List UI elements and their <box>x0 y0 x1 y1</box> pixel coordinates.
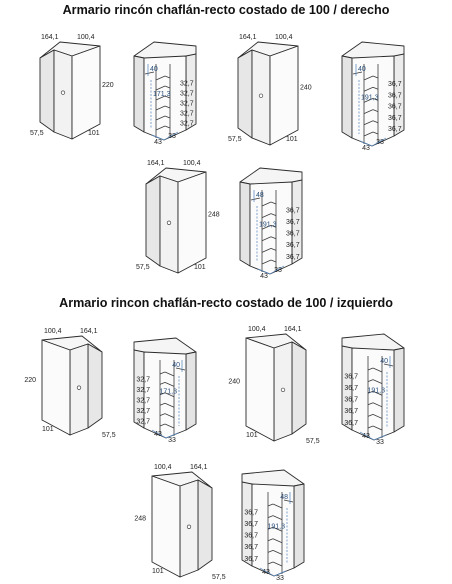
side-panel <box>292 342 306 434</box>
depth-label: 57,5 <box>212 574 226 581</box>
shelf-spacing-label: 36,7 <box>388 103 402 111</box>
door-width-label: 164,1 <box>190 464 208 471</box>
door-knob <box>281 388 285 392</box>
shelf-spacing-label: 36,7 <box>388 81 402 89</box>
interior-side <box>240 182 250 266</box>
closed-wardrobe-derecho-248 <box>136 160 220 273</box>
closed-wardrobe-izquierdo-248 <box>134 464 225 581</box>
depth-label: 57,5 <box>306 438 320 445</box>
title-izquierdo: Armario rincon chaflán-recto costado de 100 / izquierdo <box>59 296 393 310</box>
door-width-label: 100,4 <box>154 464 172 471</box>
door-width-label: 100,4 <box>183 160 201 167</box>
shelf-spacing-label: 36,7 <box>388 125 402 133</box>
door-knob <box>77 386 81 390</box>
closed-wardrobe-derecho-240 <box>228 34 312 145</box>
depth-label: 57,5 <box>102 432 116 439</box>
interior-height-label: 171,3 <box>153 91 171 99</box>
closed-wardrobe-derecho-220 <box>30 34 114 139</box>
side-panel <box>198 480 212 570</box>
interior-view-derecho-248 <box>240 168 302 280</box>
shelf-spacing-label: 32,7 <box>136 407 150 415</box>
shelf-spacing-label: 32,7 <box>180 90 194 98</box>
front-door <box>152 476 180 577</box>
shelf-spacing-label: 36,7 <box>286 253 300 261</box>
shelf-spacing-label: 36,7 <box>388 92 402 100</box>
closed-wardrobe-izquierdo-220 <box>24 328 115 439</box>
interior-side <box>134 56 144 132</box>
side-panel <box>88 344 102 428</box>
shelf-spacing-label: 36,7 <box>344 384 358 392</box>
top-dimension-label: 40 <box>150 66 158 73</box>
side-panel <box>146 176 160 266</box>
interior-view-izquierdo-248 <box>242 470 304 582</box>
shelf-spacing-label: 36,7 <box>286 242 300 250</box>
depth-label: 101 <box>286 136 298 143</box>
shelf-spacing-label: 36,7 <box>344 396 358 404</box>
height-label: 220 <box>102 81 114 89</box>
shelf-spacing-label: 36,7 <box>344 419 358 427</box>
shelf-spacing-label: 36,7 <box>286 230 300 238</box>
shelf-spacing-label: 32,7 <box>136 418 150 426</box>
top-dimension-label: 48 <box>256 192 264 199</box>
interior-side <box>394 348 404 432</box>
interior-side <box>294 484 304 568</box>
interior-view-izquierdo-220 <box>134 338 196 444</box>
depth-label: 101 <box>152 568 164 575</box>
bottom-depth-label: 33 <box>376 139 384 146</box>
door-knob <box>61 91 65 95</box>
top-dimension-label: 40 <box>380 358 388 365</box>
door-width-label: 100,4 <box>44 328 62 335</box>
bottom-depth-label: 43 <box>362 145 370 152</box>
depth-label: 101 <box>194 264 206 271</box>
depth-label: 57,5 <box>30 130 44 137</box>
shelf-spacing-label: 36,7 <box>244 555 258 563</box>
title-derecho: Armario rincón chaflán-recto costado de 100 / derecho <box>62 3 390 17</box>
shelf-spacing-label: 32,7 <box>136 376 150 384</box>
door-width-label: 100,4 <box>77 34 95 41</box>
interior-height-label: 191,3 <box>361 94 379 102</box>
interior-height-label: 191,3 <box>367 387 385 395</box>
shelf-spacing-label: 32,7 <box>180 110 194 118</box>
bottom-depth-label: 43 <box>154 431 162 438</box>
shelf-spacing-label: 36,7 <box>244 532 258 540</box>
shelf-spacing-label: 36,7 <box>286 218 300 226</box>
bottom-depth-label: 33 <box>168 133 176 140</box>
side-panel <box>238 50 252 138</box>
shelf-spacing-label: 36,7 <box>244 544 258 552</box>
door-knob <box>187 525 191 529</box>
front-door <box>178 172 206 273</box>
shelf-spacing-label: 32,7 <box>180 80 194 88</box>
door-width-label: 164,1 <box>147 160 165 167</box>
front-door <box>246 338 274 441</box>
interior-view-derecho-240 <box>342 42 404 152</box>
bottom-depth-label: 43 <box>154 139 162 146</box>
shelf-spacing-label: 32,7 <box>136 387 150 395</box>
interior-height-label: 191,3 <box>267 523 285 531</box>
door-width-label: 164,1 <box>284 326 302 333</box>
shelf-spacing-label: 36,7 <box>388 114 402 122</box>
shelf-spacing-label: 36,7 <box>344 373 358 381</box>
depth-label: 101 <box>88 130 100 137</box>
shelf-spacing-label: 32,7 <box>136 397 150 405</box>
bottom-depth-label: 43 <box>362 433 370 440</box>
front-door <box>42 340 70 435</box>
shelf-spacing-label: 36,7 <box>244 509 258 517</box>
height-label: 248 <box>134 515 146 523</box>
door-width-label: 100,4 <box>275 34 293 41</box>
interior-view-izquierdo-240 <box>342 334 404 446</box>
door-width-label: 164,1 <box>41 34 59 41</box>
depth-label: 101 <box>42 426 54 433</box>
front-door <box>72 46 100 139</box>
shelf-spacing-label: 32,7 <box>180 120 194 128</box>
top-dimension-label: 40 <box>358 66 366 73</box>
depth-label: 57,5 <box>228 136 242 143</box>
interior-side <box>342 56 352 138</box>
shelf-spacing-label: 32,7 <box>180 100 194 108</box>
door-width-label: 164,1 <box>80 328 98 335</box>
bottom-depth-label: 33 <box>274 267 282 274</box>
shelf-spacing-label: 36,7 <box>344 408 358 416</box>
interior-height-label: 171,3 <box>159 388 177 396</box>
closed-wardrobe-izquierdo-240 <box>228 326 319 445</box>
top-dimension-label: 40 <box>172 362 180 369</box>
door-knob <box>259 94 263 98</box>
bottom-depth-label: 33 <box>376 439 384 446</box>
top-dimension-label: 48 <box>280 494 288 501</box>
bottom-depth-label: 33 <box>276 575 284 582</box>
bottom-depth-label: 43 <box>260 273 268 280</box>
front-door <box>270 46 298 145</box>
interior-view-derecho-220 <box>134 42 196 146</box>
height-label: 240 <box>228 378 240 386</box>
door-width-label: 164,1 <box>239 34 257 41</box>
shelf-spacing-label: 36,7 <box>286 207 300 215</box>
side-panel <box>40 50 54 132</box>
depth-label: 101 <box>246 432 258 439</box>
height-label: 240 <box>300 84 312 92</box>
bottom-depth-label: 43 <box>262 569 270 576</box>
interior-side <box>186 352 196 430</box>
door-knob <box>167 221 171 225</box>
height-label: 248 <box>208 211 220 219</box>
shelf-spacing-label: 36,7 <box>244 520 258 528</box>
height-label: 220 <box>24 376 36 384</box>
door-width-label: 100,4 <box>248 326 266 333</box>
bottom-depth-label: 33 <box>168 437 176 444</box>
depth-label: 57,5 <box>136 264 150 271</box>
interior-height-label: 191,3 <box>259 221 277 229</box>
